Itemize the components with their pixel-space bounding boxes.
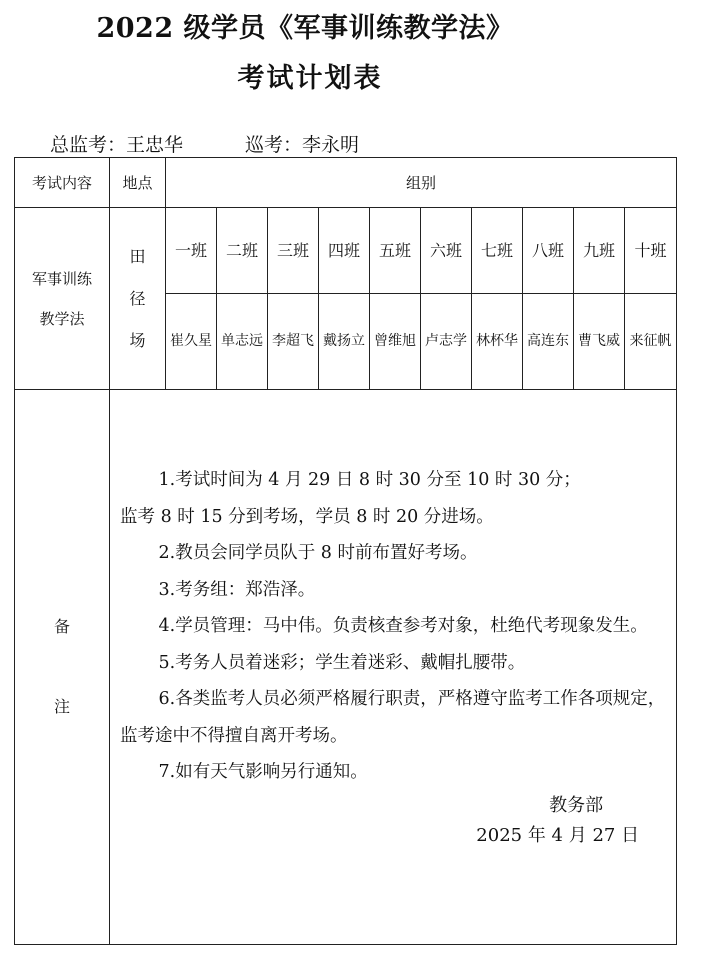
patrol-proctor: 巡考：李永明 <box>245 134 360 156</box>
note-item: 监考 8 时 15 分到考场，学员 8 时 20 分进场。 <box>120 506 494 527</box>
name-char: 高 <box>527 333 541 349</box>
subject-cell <box>15 208 110 390</box>
name-char: 华 <box>504 333 518 349</box>
name-char: 征 <box>643 333 658 349</box>
note-item: 4.学员管理：马中伟。负责核查参考对象，杜绝代考现象发生。 <box>158 616 648 636</box>
name-char: 杯 <box>490 333 504 349</box>
proctor-name-cell <box>166 294 217 390</box>
name-char: 曹 <box>578 333 592 349</box>
location-char: 径 <box>129 288 146 308</box>
header-location: 地点 <box>110 158 166 208</box>
name-char: 来 <box>629 333 644 349</box>
class-char: 六 <box>429 241 446 260</box>
chief-proctor: 总监考：王忠华 <box>50 134 184 156</box>
class-cell <box>625 208 677 294</box>
class-char: 班 <box>446 241 463 260</box>
note-item: 3.考务组：郑浩泽。 <box>158 579 316 600</box>
header-row <box>15 158 677 208</box>
note-item: 1.考试时间为 4 月 29 日 8 时 30 分至 10 时 30 分； <box>158 470 581 490</box>
name-char: 曾 <box>374 333 388 349</box>
remarks-label-cell <box>15 390 110 945</box>
name-char: 旭 <box>402 333 416 349</box>
note-item: 6.各类监考人员必须严格履行职责，严格遵守监考工作各项规定，监考途中不得擅自离开考场。 <box>120 689 666 746</box>
class-row <box>15 208 677 294</box>
signature: 教务部 <box>549 794 604 816</box>
class-cell <box>217 208 268 294</box>
name-char: 立 <box>351 333 365 349</box>
notes-body <box>110 390 676 851</box>
notes-cell <box>110 390 677 945</box>
name-char: 久 <box>184 333 198 349</box>
class-char: 七 <box>480 241 497 260</box>
name-char: 志 <box>235 333 249 349</box>
name-char: 超 <box>286 333 300 349</box>
class-char: 班 <box>293 241 310 260</box>
subject-line: 教学法 <box>39 309 85 328</box>
name-char: 林 <box>476 333 490 349</box>
proctor-name-cell <box>574 294 625 390</box>
class-cell <box>523 208 574 294</box>
class-char: 五 <box>378 241 395 260</box>
proctor-name-cell <box>421 294 472 390</box>
name-char: 远 <box>249 333 263 349</box>
class-cell <box>574 208 625 294</box>
class-cell <box>421 208 472 294</box>
name-char: 连 <box>541 333 555 349</box>
class-char: 九 <box>582 241 599 260</box>
exam-plan-table <box>14 157 677 945</box>
name-char: 飞 <box>300 333 314 349</box>
issue-date: 2025 年 4 月 27 日 <box>476 824 640 846</box>
document-subtitle: 考试计划表 <box>237 63 383 94</box>
proctor-name-cell <box>625 294 677 390</box>
location-char: 田 <box>129 246 146 266</box>
class-char: 班 <box>242 241 259 260</box>
class-char: 三 <box>276 241 293 260</box>
name-char: 学 <box>453 333 467 349</box>
class-char: 班 <box>548 241 565 260</box>
proctor-name-cell <box>319 294 370 390</box>
name-char: 单 <box>221 333 235 349</box>
class-char: 班 <box>191 241 208 260</box>
name-char: 卢 <box>425 333 439 349</box>
header-groups: 组别 <box>166 158 677 208</box>
class-char: 班 <box>395 241 412 260</box>
note-item: 7.如有天气影响另行通知。 <box>158 762 368 782</box>
proctor-name-cell <box>268 294 319 390</box>
class-cell <box>319 208 370 294</box>
class-char: 班 <box>599 241 616 260</box>
note-item: 2.教员会同学员队于 8 时前布置好考场。 <box>158 543 478 563</box>
class-char: 班 <box>344 241 361 260</box>
notes-row <box>15 390 677 945</box>
name-char: 威 <box>606 333 620 349</box>
location-char: 场 <box>129 330 146 350</box>
remarks-char: 备 <box>53 617 70 636</box>
header-content: 考试内容 <box>15 158 110 208</box>
class-cell <box>166 208 217 294</box>
class-char: 四 <box>327 241 344 260</box>
name-char: 志 <box>439 333 453 349</box>
class-char: 一 <box>174 241 191 260</box>
name-char: 戴 <box>323 333 337 349</box>
class-cell <box>472 208 523 294</box>
proctor-line <box>50 130 359 157</box>
class-char: 八 <box>531 241 548 260</box>
proctor-name-cell <box>217 294 268 390</box>
proctor-name-cell <box>472 294 523 390</box>
document-title: 2022 级学员《军事训练教学法》 <box>96 13 514 44</box>
note-item: 5.考务人员着迷彩；学生着迷彩、戴帽扎腰带。 <box>158 652 526 673</box>
name-char: 扬 <box>337 333 351 349</box>
name-char: 帆 <box>657 333 672 349</box>
class-char: 十 <box>634 241 651 260</box>
proctor-name-cell <box>523 294 574 390</box>
proctor-name-cell <box>370 294 421 390</box>
class-cell <box>268 208 319 294</box>
subject-line: 军事训练 <box>31 269 92 288</box>
name-char: 维 <box>388 333 402 349</box>
name-char: 星 <box>198 333 212 349</box>
class-cell <box>370 208 421 294</box>
remarks-char: 注 <box>53 697 70 716</box>
class-char: 班 <box>497 241 514 260</box>
name-char: 飞 <box>592 333 606 349</box>
class-char: 班 <box>650 241 667 260</box>
location-cell <box>110 208 166 390</box>
name-char: 李 <box>272 333 286 349</box>
name-char: 崔 <box>170 333 184 349</box>
name-char: 东 <box>555 333 569 349</box>
class-char: 二 <box>225 241 242 260</box>
